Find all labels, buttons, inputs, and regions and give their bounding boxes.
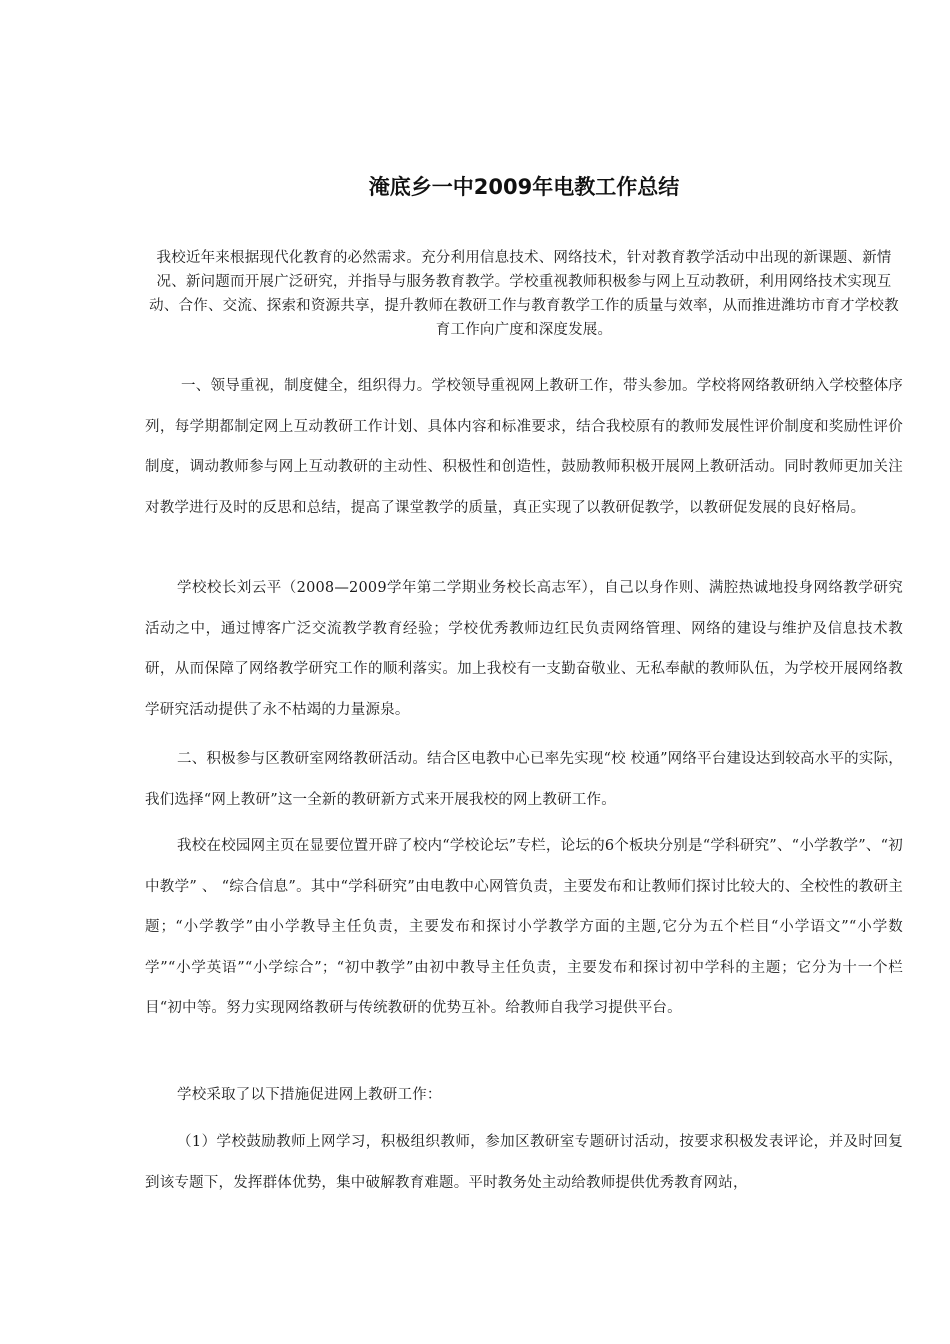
paragraph-district-research: 二、积极参与区教研室网络教研活动。结合区电教中心已率先实现“校 校通”网络平台建设达到较高水平的实际，我们选择“网上教研”这一全新的教研新方式来开展我校的网上教研工作。 xyxy=(145,751,903,808)
intro-paragraph: 我校近年来根据现代化教育的必然需求。充分利用信息技术、网络技术，针对教育教学活动中出现的新课题、新情况、新问题而开展广泛研究，并指导与服务教育教学。学校重视教师积极参与网上互动教研，利用网络技术实现互动、合作、交流、探索和资源共享，提升教师在教研工作与教育教学工作的质量与效率，从而推进潍坊市育才学校教育工作向广度和深度发展。 xyxy=(149,250,899,338)
paragraph-principal: 学校校长刘云平（2008—2009学年第二学期业务校长高志军），自己以身作则、满腔热诚地投身网络教学研究活动之中，通过博客广泛交流教学教育经验；学校优秀教师边红民负责网络管理、网络的建设与维护及信息技术教研，从而保障了网络教学研究工作的顺利落实。加上我校有一支勤奋敬业、无私奉献的教师队伍，为学校开展网络教学研究活动提供了永不枯竭的力量源泉。 xyxy=(145,580,903,718)
document-title: 淹底乡一中2009年电教工作总结 xyxy=(368,175,680,199)
paragraph-forum: 我校在校园网主页在显要位置开辟了校内“学校论坛”专栏，论坛的6个板块分别是“学科研究”、“小学教学”、“初中教学” 、 “综合信息”。其中“学科研究”由电教中心网管负责，主要发布和让教师们探讨比较大的、全校性的教研主题；“小学教学”由小学教导主任负责，主要发布和探讨小学教学方面的主题,它分为五个栏目“小学语文”“小学数学”“小学英语”“小学综合”；“初中教学”由初中教导主任负责，主要发布和探讨初中学科的主题；它分为十一个栏目“初中等。努力实现网络教研与传统教研的优势互补。给教师自我学习提供平台。 xyxy=(145,838,903,1017)
paragraph-measure-1: （1）学校鼓励教师上网学习，积极组织教师，参加区教研室专题研讨活动，按要求积极发表评论，并及时回复到该专题下，发挥群体优势，集中破解教育难题。平时教务处主动给教师提供优秀教育网站， xyxy=(145,1134,903,1191)
paragraph-leadership: 一、领导重视，制度健全，组织得力。学校领导重视网上教研工作，带头参加。学校将网络教研纳入学校整体序列，每学期都制定网上互动教研工作计划、具体内容和标准要求，结合我校原有的教师发展性评价制度和奖励性评价制度，调动教师参与网上互动教研的主动性、积极性和创造性，鼓励教师积极开展网上教研活动。同时教师更加关注对教学进行及时的反思和总结，提高了课堂教学的质量，真正实现了以教研促教学，以教研促发展的良好格局。 xyxy=(145,378,903,516)
paragraph-measures-intro: 学校采取了以下措施促进网上教研工作： xyxy=(177,1087,442,1103)
